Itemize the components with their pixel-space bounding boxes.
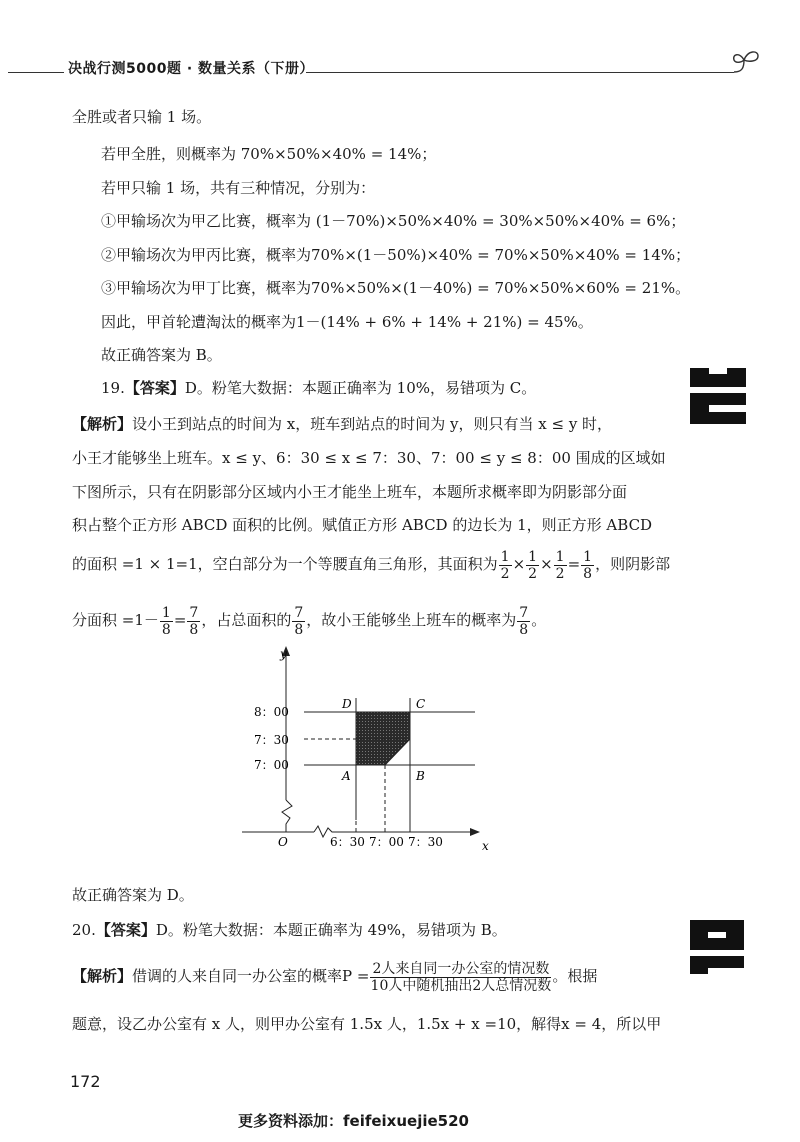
fraction-numerator: 7 xyxy=(294,604,304,621)
fraction-numerator: 1 xyxy=(161,604,171,621)
header-rule-right xyxy=(306,72,734,73)
fraction xyxy=(526,549,539,582)
sprout-icon xyxy=(728,48,764,78)
y-axis-label: y xyxy=(280,647,287,661)
fraction-denominator: 8 xyxy=(161,621,171,638)
fraction xyxy=(499,549,512,582)
text-line: 小王才能够坐上班车。x ≤ y、6：30 ≤ x ≤ 7：30、7：00 ≤ y ≤ 8：00 围成的区域如 xyxy=(72,449,666,467)
text-segment: 分面积 =1－ xyxy=(72,611,159,629)
fraction-numerator: 1 xyxy=(500,548,510,565)
qr-module xyxy=(738,968,744,974)
text-line: ①甲输场次为甲乙比赛，概率为 (1－70%)×50%×40% = 30%×50%×40% = 6%； xyxy=(101,212,686,230)
qr-module xyxy=(740,418,746,424)
vertex-B: B xyxy=(416,769,425,783)
text-line: 因此，甲首轮遭淘汰的概率为1－(14% + 6% + 14% + 21%) = 45%。 xyxy=(101,313,593,331)
q19-probability-line xyxy=(72,594,546,646)
answer-tag: 【答案】 xyxy=(124,379,185,397)
text-line: 题意，设乙办公室有 x 人，则甲办公室有 1.5x 人，1.5x + x =10，解得x = 4，所以甲 xyxy=(72,1015,662,1033)
text-line: 故正确答案为 D。 xyxy=(72,886,194,904)
origin-label: O xyxy=(278,835,288,849)
text-line: 全胜或者只输 1 场。 xyxy=(72,108,212,126)
fraction-denominator: 10人中随机抽出2人总情况数 xyxy=(370,977,552,994)
answer-text: D。粉笔大数据：本题正确率为 49%，易错项为 B。 xyxy=(155,921,507,939)
fraction-numerator: 1 xyxy=(555,548,565,565)
vertex-D: D xyxy=(342,697,352,711)
qr-code-pattern xyxy=(690,368,746,424)
x-axis-label: x xyxy=(482,839,489,853)
x-tick-7-30: 7：30 xyxy=(408,835,443,849)
q20-analysis-line xyxy=(72,956,597,996)
fraction xyxy=(292,605,305,638)
footer-note: 更多资料添加：feifeixuejie520 xyxy=(238,1112,469,1130)
y-tick-7-30: 7：30 xyxy=(254,733,289,747)
text-segment: 借调的人来自同一办公室的概率P = xyxy=(132,967,370,985)
q19-area-line xyxy=(72,538,670,590)
fraction-denominator: 8 xyxy=(294,621,304,638)
fraction xyxy=(581,549,594,582)
analysis-text: 设小王到站点的时间为 x，班车到站点的时间为 y，则只有当 x ≤ y 时， xyxy=(132,415,613,433)
analysis-tag: 【解析】 xyxy=(72,967,133,985)
text-line: ②甲输场次为甲丙比赛，概率为70%×(1－50%)×40% = 70%×50%×40% = 14%； xyxy=(101,246,691,264)
question-number: 19. xyxy=(101,379,125,397)
fraction xyxy=(160,605,173,638)
fraction-denominator: 8 xyxy=(519,621,529,638)
page-number: 172 xyxy=(70,1072,101,1091)
x-axis-arrow xyxy=(470,828,480,836)
y-axis-break xyxy=(282,800,292,832)
vertex-C: C xyxy=(416,697,426,711)
text-segment: 的面积 =1 × 1=1，空白部分为一个等腰直角三角形，其面积为 xyxy=(72,555,498,573)
text-line: 若甲只输 1 场，共有三种情况，分别为： xyxy=(101,179,376,197)
fraction-numerator: 1 xyxy=(583,548,593,565)
fraction-numerator: 7 xyxy=(519,604,529,621)
operator: × xyxy=(540,555,553,573)
running-header-title: 决战行测5000题 · 数量关系（下册） xyxy=(68,61,315,77)
fraction xyxy=(187,605,200,638)
fraction xyxy=(517,605,530,638)
x-tick-6-30: 6：30 xyxy=(330,835,365,849)
y-tick-8-00: 8：00 xyxy=(254,705,289,719)
text-line: ③甲输场次为甲丁比赛，概率为70%×50%×(1－40%) = 70%×50%×60% = 21%。 xyxy=(101,279,691,297)
fraction-denominator: 8 xyxy=(583,565,593,582)
qr-code-pattern xyxy=(690,920,744,974)
qr-code xyxy=(690,368,746,424)
fraction-denominator: 8 xyxy=(189,621,199,638)
y-tick-7-00: 7：00 xyxy=(254,758,289,772)
q20-answer-line xyxy=(72,920,507,940)
header-rule-left xyxy=(8,72,64,73)
analysis-tag: 【解析】 xyxy=(72,415,133,433)
text-line: 积占整个正方形 ABCD 面积的比例。赋值正方形 ABCD 的边长为 1，则正方形 ABCD xyxy=(72,516,653,534)
question-number: 20. xyxy=(72,921,96,939)
text-line: 故正确答案为 B。 xyxy=(101,346,222,364)
text-line: 下图所示，只有在阴影部分区域内小王才能坐上班车，本题所求概率即为阴影部分面 xyxy=(72,483,628,501)
fraction xyxy=(554,549,567,582)
text-segment: ，占总面积的 xyxy=(201,611,292,629)
operator: = xyxy=(173,611,187,629)
vertex-A: A xyxy=(342,769,351,783)
text-line: 若甲全胜，则概率为 70%×50%×40% = 14%； xyxy=(101,145,437,163)
qr-code xyxy=(690,920,744,974)
operator: × xyxy=(512,555,526,573)
probability-figure xyxy=(230,640,500,860)
fraction-denominator: 2 xyxy=(528,565,538,582)
fraction xyxy=(370,961,551,994)
fraction-denominator: 2 xyxy=(555,565,565,582)
text-segment: 。根据 xyxy=(552,967,598,985)
fraction-numerator: 2人来自同一办公室的情况数 xyxy=(372,960,550,977)
x-tick-7-00: 7：00 xyxy=(369,835,404,849)
q19-analysis-line xyxy=(72,414,612,434)
operator: = xyxy=(567,555,581,573)
q19-answer-line xyxy=(101,378,536,398)
text-segment: 。 xyxy=(531,611,547,629)
answer-tag: 【答案】 xyxy=(95,921,156,939)
text-segment: ，故小王能够坐上班车的概率为 xyxy=(306,611,517,629)
fraction-numerator: 1 xyxy=(528,548,538,565)
answer-text: D。粉笔大数据：本题正确率为 10%，易错项为 C。 xyxy=(184,379,537,397)
fraction-numerator: 7 xyxy=(189,604,199,621)
fraction-denominator: 2 xyxy=(500,565,510,582)
text-segment: ，则阴影部 xyxy=(595,555,671,573)
